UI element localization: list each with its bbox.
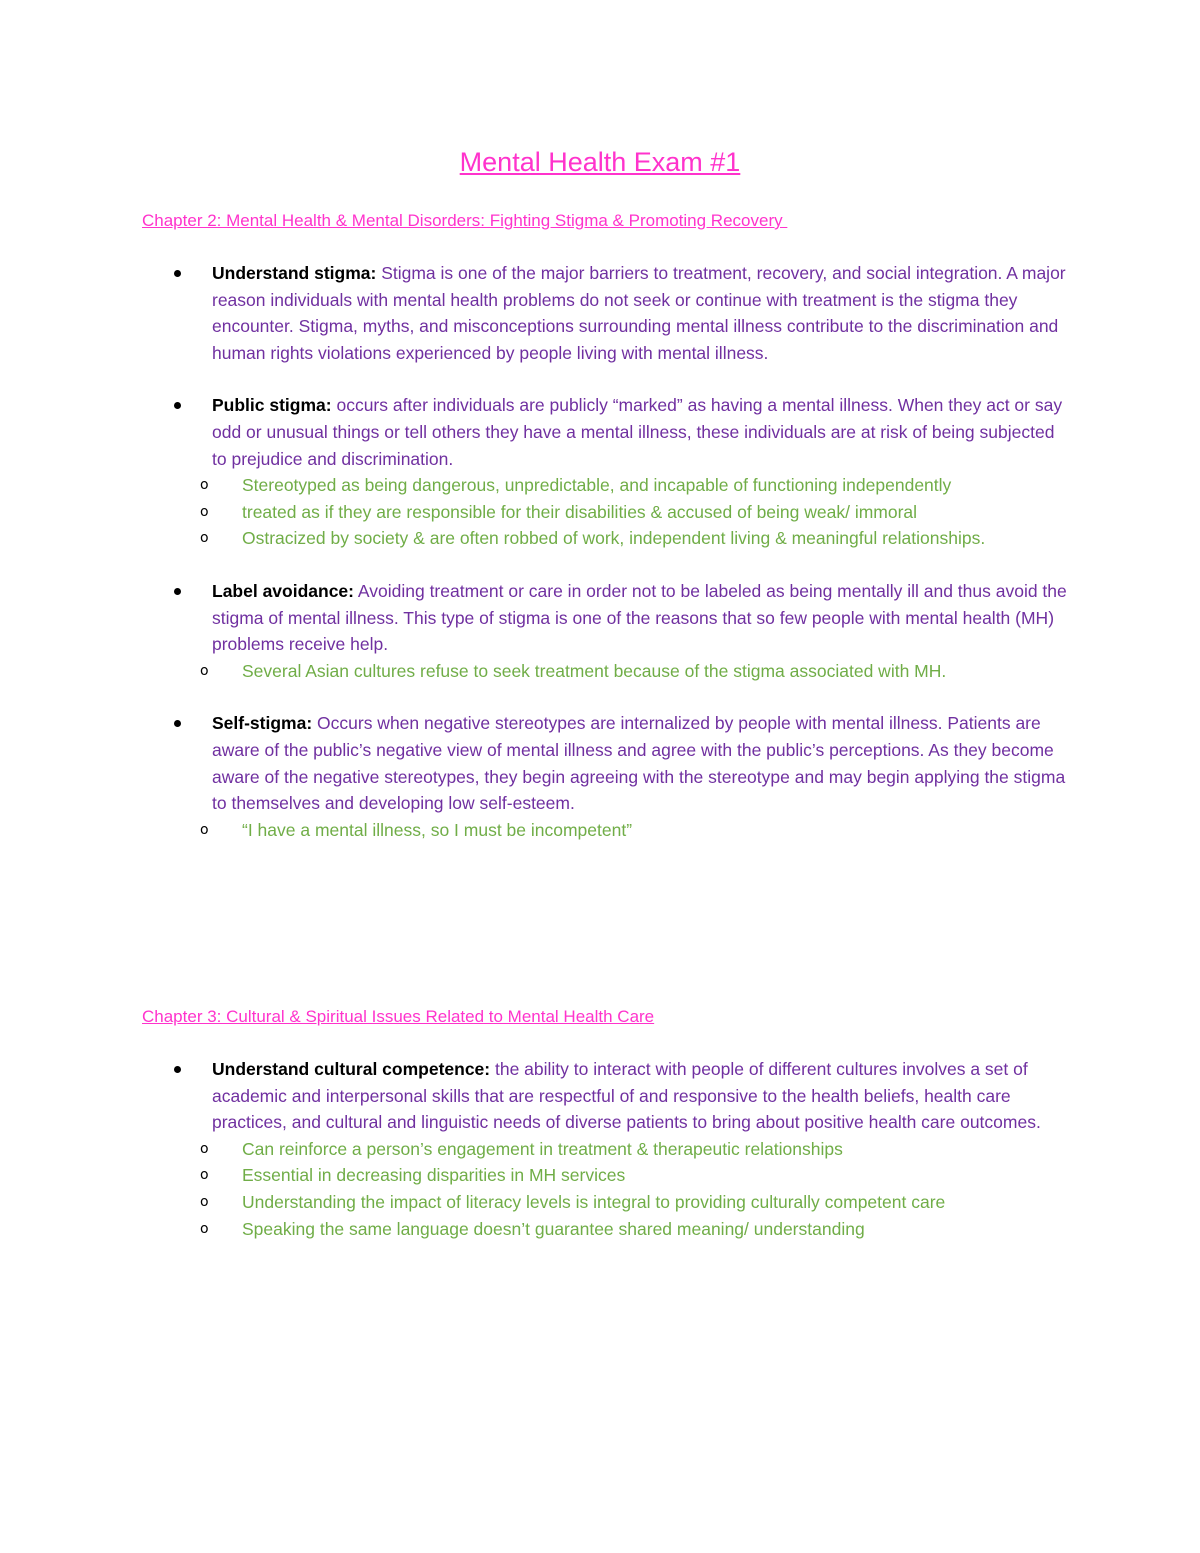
term-description: Occurs when negative stereotypes are internalized by people with mental illness. Patients are aware of the public’s negative view of mental illness and agree with the public’s perceptions. As they become aware of the negative stereotypes, they begin agreeing with the stereotype and may begin applying the stigma to themselves and developing low self-esteem. bbox=[212, 713, 1066, 814]
sub-item-text: “I have a mental illness, so I must be incompetent” bbox=[242, 819, 633, 840]
sub-item bbox=[200, 1216, 1070, 1243]
sub-list bbox=[170, 658, 1070, 685]
term-description: Avoiding treatment or care in order not to be labeled as being mentally ill and thus avoid the stigma of mental illness. This type of stigma is one of the reasons that so few people with mental health (MH) problems receive help. bbox=[212, 580, 1067, 655]
bullet-icon bbox=[174, 720, 181, 727]
sub-item bbox=[200, 1162, 1070, 1189]
term-label: Self-stigma: bbox=[212, 713, 313, 734]
sub-item-text: Can reinforce a person’s engagement in treatment & therapeutic relationships bbox=[242, 1138, 843, 1159]
sub-bullet-icon: o bbox=[200, 1140, 209, 1157]
sub-item bbox=[200, 472, 1070, 499]
bullet-icon bbox=[174, 588, 181, 595]
sub-item-text: Ostracized by society & are often robbed of work, independent living & meaningful relationships. bbox=[242, 528, 986, 549]
term-label: Label avoidance: bbox=[212, 580, 354, 601]
sub-item-text: Several Asian cultures refuse to seek treatment because of the stigma associated with MH. bbox=[242, 660, 947, 681]
sub-item-text: Essential in decreasing disparities in MH services bbox=[242, 1165, 626, 1186]
sub-item bbox=[200, 525, 1070, 552]
sub-item bbox=[200, 499, 1070, 526]
chapter-2-list bbox=[170, 260, 1070, 843]
sub-item-text: treated as if they are responsible for their disabilities & accused of being weak/ immoral bbox=[242, 501, 918, 522]
bullet-item-self-stigma bbox=[170, 710, 1070, 816]
sub-item bbox=[200, 1136, 1070, 1163]
term-description: the ability to interact with people of different cultures involves a set of academic and interpersonal skills that are respectful of and responsive to the health beliefs, health care practices, and cultural and linguistic needs of diverse patients to bring about positive health care outcomes. bbox=[212, 1059, 1041, 1133]
term-label: Understand cultural competence: bbox=[212, 1059, 491, 1079]
bullet-item-understand-stigma bbox=[170, 260, 1070, 366]
sub-list bbox=[170, 472, 1070, 552]
sub-bullet-icon: o bbox=[200, 821, 209, 838]
term-description: Stigma is one of the major barriers to treatment, recovery, and social integration. A major reason individuals with mental health problems do not seek or continue with treatment is the stigma they encounter. Stigma, myths, and misconceptions surrounding mental illness contribute to the discrimination and human rights violations experienced by people living with mental illness. bbox=[212, 263, 1066, 363]
bullet-item-public-stigma bbox=[170, 392, 1070, 472]
sub-item bbox=[200, 658, 1070, 685]
term-label: Understand stigma: bbox=[212, 263, 377, 283]
bullet-item-cultural-competence bbox=[170, 1056, 1070, 1136]
sub-item-text: Stereotyped as being dangerous, unpredictable, and incapable of functioning independently bbox=[242, 475, 952, 496]
chapter-heading-2: Chapter 2: Mental Health & Mental Disorders: Fighting Stigma & Promoting Recovery bbox=[142, 211, 788, 230]
bullet-icon bbox=[174, 1066, 181, 1073]
sub-item bbox=[200, 1189, 1070, 1216]
bullet-icon bbox=[174, 270, 181, 277]
term-description: occurs after individuals are publicly “marked” as having a mental illness. When they act or say odd or unusual things or tell others they have a mental illness, these individuals are at risk of being subjected to prejudice and discrimination. bbox=[212, 395, 1063, 469]
sub-bullet-icon: o bbox=[200, 503, 209, 520]
sub-bullet-icon: o bbox=[200, 530, 209, 547]
bullet-item-label-avoidance bbox=[170, 578, 1070, 658]
sub-bullet-icon: o bbox=[200, 1220, 209, 1237]
document-title: Mental Health Exam #1 bbox=[459, 147, 741, 177]
sub-item-text: Speaking the same language doesn’t guarantee shared meaning/ understanding bbox=[242, 1218, 865, 1239]
chapter-heading-3: Chapter 3: Cultural & Spiritual Issues Related to Mental Health Care bbox=[142, 1007, 655, 1026]
sub-item bbox=[200, 817, 1070, 844]
sub-bullet-icon: o bbox=[200, 1167, 209, 1184]
sub-bullet-icon: o bbox=[200, 662, 209, 679]
sub-item-text: Understanding the impact of literacy levels is integral to providing culturally competent care bbox=[242, 1191, 946, 1212]
sub-bullet-icon: o bbox=[200, 477, 209, 494]
bullet-icon bbox=[174, 402, 181, 409]
sub-list bbox=[170, 817, 1070, 844]
term-label: Public stigma: bbox=[212, 395, 332, 416]
sub-list bbox=[170, 1136, 1070, 1242]
chapter-3-list bbox=[170, 1056, 1070, 1242]
sub-bullet-icon: o bbox=[200, 1193, 209, 1210]
